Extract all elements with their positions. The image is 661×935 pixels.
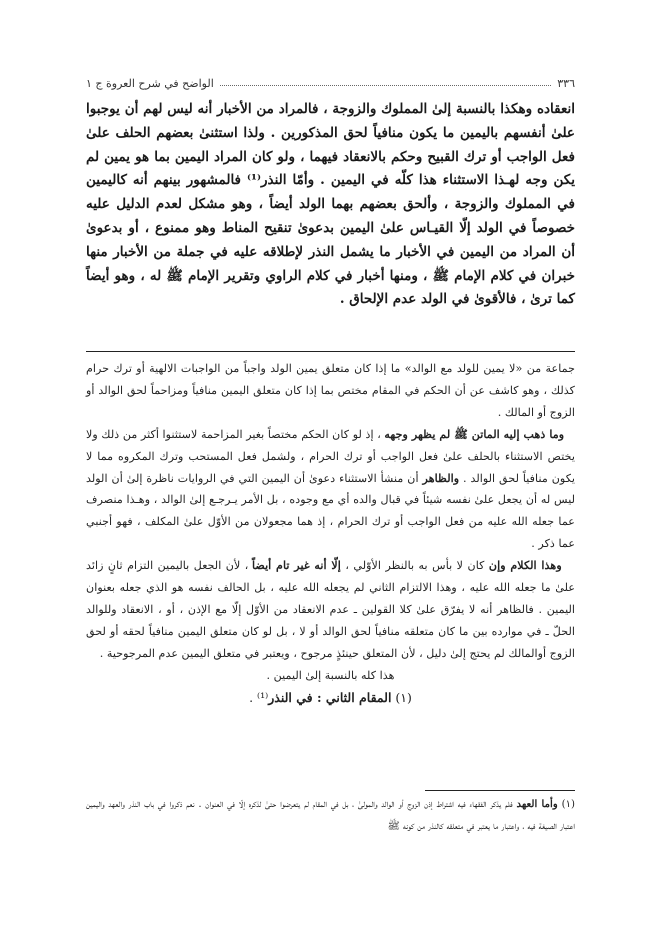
commentary-paragraph-4: هذا كله بالنسبة إلىٰ اليمين . (266, 668, 395, 682)
footnote (86, 794, 575, 837)
commentary (86, 358, 575, 709)
commentary-3-bold: إلّا أنه غير تام أيضاً (251, 558, 341, 573)
footnote-divider (425, 790, 575, 791)
commentary-paragraph-3 (86, 555, 575, 665)
commentary-3-text-a: كان لا بأس به بالنظر الأوّلي ، (340, 559, 489, 573)
commentary-2-lead: وما ذهب إليه الماتن ﷺ لم يظهر وجهه (384, 426, 565, 441)
commentary-3-text-b: ، لأن الجعل باليمين التزام ثانٍ زائد علىٰ ما جعله الله عليه ، وهذا الالتزام الثاني لم يجعله الله عليه ، بل الحالف نفسه هو الذي جعله بعنوان اليمين . فالظاهر أنه لا يفرّق علىٰ كلا القولين ـ عدم الانعقاد من الأوّل إلّا مع الإذن ، أو ، الانعقاد وللوالد الحلّ ـ في موارده بين ما كان متعلقه منافياً لحق الوالد أو لا ، بل لو كان متعلق اليمين منافياً لحقه أو لحق الزوج أوالمالك لم يحتج إلىٰ دليل ، لأن المتعلق حينئذٍ مرجوح ، ويعتبر في متعلق اليمين عدم المرجوحية . (86, 559, 575, 660)
commentary-paragraph-2 (86, 424, 575, 555)
section-number: (١) (391, 689, 412, 705)
section-period: . (249, 689, 258, 705)
running-title: الواضح في شرح العروة ج ١ (86, 76, 214, 90)
footnote-lead: وأما العهد (516, 798, 558, 810)
text-divider (86, 351, 575, 352)
section-footnote-ref: ⁽¹⁾ (257, 689, 269, 705)
header-dotted-leader (220, 85, 552, 86)
commentary-3-lead: وهذا الكلام وإن (488, 558, 562, 573)
commentary-2-bold: والظاهر (422, 470, 460, 485)
footnote-number: (١) (557, 799, 576, 810)
footnote-text: فلم يذكر الفقهاء فيه اشتراط إذن الزوج أو الوالد والمولىٰ ، بل في المقام لم يتعرضوا حتىٰ لذكره إلّا في العنوان . نعم ذكروا في باب النذر والعهد واليمين اعتبار الصيغة فيه ، واعتبار ما يعتبر في متعلقه كالنذر من كونه ﷺ (86, 799, 575, 832)
section-title: المقام الثاني : في النذر (268, 689, 392, 705)
page-number: ٣٣٦ (557, 76, 575, 90)
main-text: انعقاده وهكذا بالنسبة إلىٰ المملوك والزوجة ، فالمراد من الأخبار أنه ليس لهم أن يوجبوا علىٰ أنفسهم باليمين ما يكون منافياً لحق المذكورين . ولذا استثنىٰ بعضهم الحلف علىٰ فعل الواجب أو ترك القبيح وحكم بالانعقاد فيهما ، ولو كان المراد اليمين بما هو يمين لم يكن وجه لهـذا الاستثناء هذا كلّه في اليمين . وأمّا النذر⁽¹⁾ فالمشهور بينهم أنه كاليمين في المملوك والزوجة ، وألحق بعضهم بهما الولد أيضاً ، وهو مشكل لعدم الدليل عليه خصوصاً في الولد إلّا القيـاس علىٰ اليمين بدعوىٰ تنقيح المناط وهو ممنوع ، أو بدعوىٰ أن المراد من اليمين في الأخبار ما يشمل النذر لإطلاقه عليه في جملة من الأخبار منها خبران في كلام الإمام ﷺ ، ومنها أخبار في كلام الراوي وتقرير الإمام ﷺ له ، وهو أيضاً كما ترىٰ ، فالأقوىٰ في الولد عدم الإلحاق . (86, 101, 575, 308)
section-heading (86, 687, 575, 709)
commentary-2-text-b: أن منشأ الاستثناء دعوىٰ أن اليمين التي في الروايات ناظرة إلىٰ أن الولد ليس له أن يجعل علىٰ نفسه شيئاً في قبال والده أي مع وجوده ، بل الأمر يـرجـع إلىٰ الوالد ، وهـذا منصرف عما جعله الله عليه من فعل الواجب أو ترك الحرام ، إذ هما مجعولان من الأوّل علىٰ المكلف ، فهو أجنبي عما ذكر . (86, 471, 575, 551)
page-header (86, 72, 575, 94)
commentary-2-text-a: ، إذ لو كان الحكم مختصاً بغير المزاحمة لاستثنوا أكثر من ذلك ولا يختص الاستثناء بالحلف علىٰ فعل الواجب أو ترك الحرام ، ولشمل فعل المستحب وترك المكروه مما لا يكون منافياً لحق الوالد . (86, 427, 575, 485)
commentary-paragraph-1: جماعة من «لا يمين للولد مع الوالد» ما إذا كان متعلق يمين الولد واجباً من الواجبات الالهية أو ترك حرام كذلك ، وهو كاشف عن أن الحكم في المقام مختص بما إذا كان متعلق اليمين منافياً ومزاحماً لحق الوالد أو الزوج أو المالك . (86, 362, 575, 419)
